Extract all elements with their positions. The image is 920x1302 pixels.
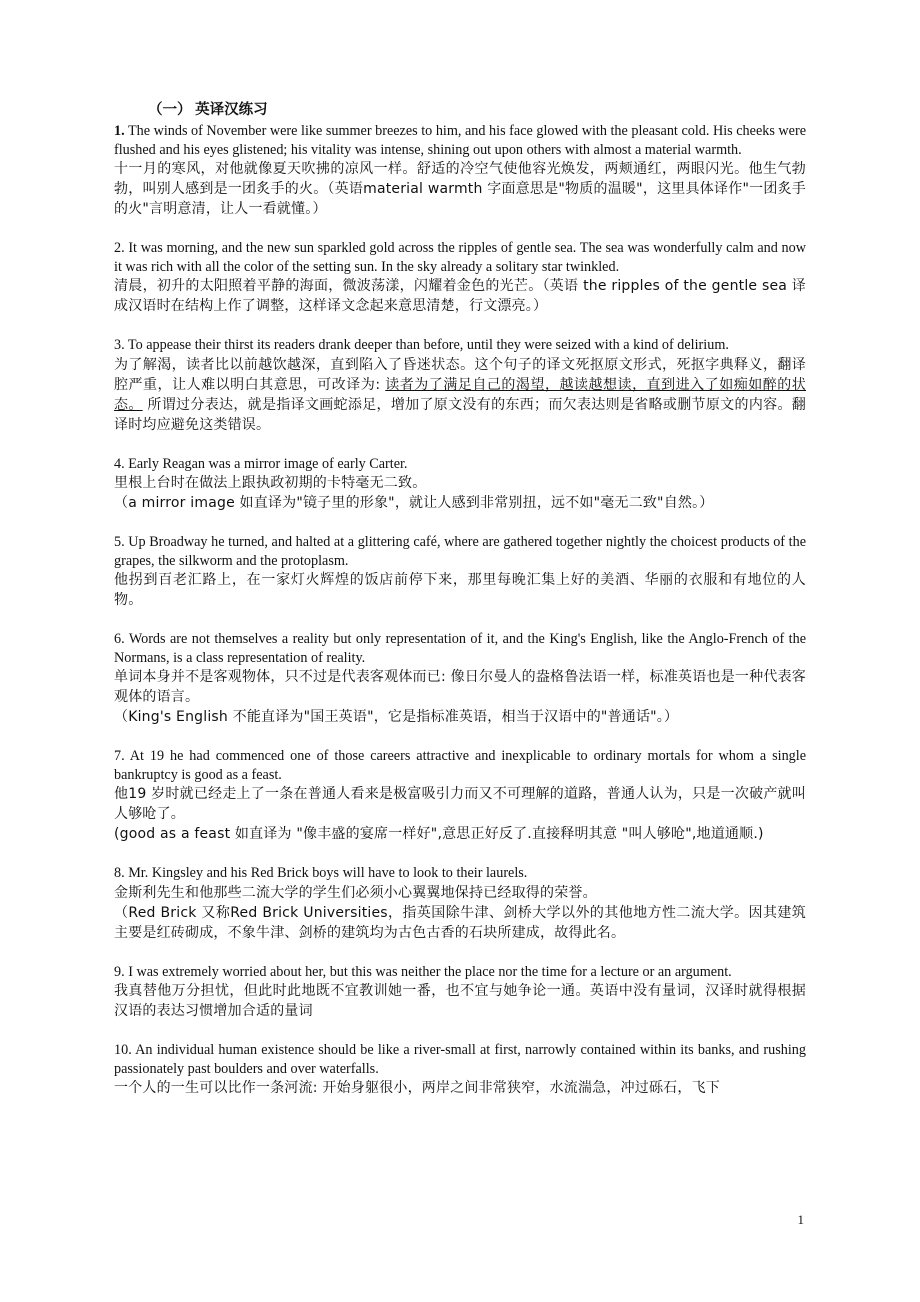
exercise-item-8 <box>114 864 806 943</box>
item-number: 9. <box>114 963 125 980</box>
exercise-item-2 <box>114 239 806 316</box>
document-page <box>114 100 806 1118</box>
section-heading: （一） 英译汉练习 <box>148 102 268 118</box>
english-sentence: 5. Up Broadway he turned, and halted at a glittering café, where are gathered together nightly the choicest products of the grapes, the silkworm and the protoplasm. <box>114 534 806 569</box>
chinese-translation: 金斯利先生和他那些二流大学的学生们必须小心翼翼地保持已经取得的荣誉。 <box>114 884 597 901</box>
translation-note: （Red Brick 又称Red Brick Universities，指英国除牛津、剑桥大学以外的其他地方性二流大学。因其建筑主要是红砖砌成，不象牛津、剑桥的建筑均为古色古香的石块所建成，故得此名。 <box>114 904 806 941</box>
chinese-translation: 为了解渴，读者比以前越饮越深，直到陷入了昏迷状态。这个句子的译文死抠原文形式，死抠字典释义，翻译腔严重，让人难以明白其意思，可改译为: 读者为了满足自己的渴望，越读越想读，直到进入了如痴如醉的状态。 所谓过分表达，就是指译文画蛇添足，增加了原文没有的东西；而欠表达则是省略或删节原文的内容。翻译时均应避免这类错误。 <box>114 356 806 433</box>
translation-note: （King's English 不能直译为"国王英语"，它是指标准英语，相当于汉语中的"普通话"。） <box>114 709 679 725</box>
chinese-translation: 十一月的寒风，对他就像夏天吹拂的凉风一样。舒适的冷空气使他容光焕发，两颊通红，两眼闪光。他生气勃勃，叫别人感到是一团炙手的火。（英语material warmth 字面意思是"物质的温暖"，这里具体译作"一团炙手的火"言明意清，让人一看就懂。） <box>114 161 806 217</box>
english-sentence: 4. Early Reagan was a mirror image of early Carter. <box>114 455 408 472</box>
item-number: 3. <box>114 337 125 353</box>
english-sentence: 3. To appease their thirst its readers drank deeper than before, until they were seized with a kind of delirium. <box>114 337 729 353</box>
english-sentence: 8. Mr. Kingsley and his Red Brick boys will have to look to their laurels. <box>114 865 528 881</box>
english-sentence: 9. I was extremely worried about her, but this was neither the place nor the time for a lecture or an argument. <box>114 963 732 980</box>
chinese-translation: 他19 岁时就已经走上了一条在普通人看来是极富吸引力而又不可理解的道路，普通人认为，只是一次破产就叫人够呛了。 <box>114 786 806 822</box>
english-sentence: 2. It was morning, and the new sun sparkled gold across the ripples of gentle sea. The sea was wonderfully calm and now it was rich with all the color of the setting sun. In the sky already a solitary star twinkled. <box>114 240 806 275</box>
chinese-translation: 清晨，初升的太阳照着平静的海面，微波荡漾，闪耀着金色的光芒。（英语 the ripples of the gentle sea 译成汉语时在结构上作了调整，这样译文念起来意思清楚，行文漂亮。） <box>114 278 806 314</box>
item-number: 8. <box>114 865 125 881</box>
exercise-item-6 <box>114 630 806 727</box>
exercise-item-4 <box>114 455 806 514</box>
chinese-translation: 一个人的一生可以比作一条河流: 开始身躯很小，两岸之间非常狭窄，水流湍急，冲过砾石，飞下 <box>114 1080 720 1096</box>
english-sentence: 6. Words are not themselves a reality but only representation of it, and the King's English, like the Anglo-French of the Normans, is a class representation of reality. <box>114 631 806 666</box>
exercise-item-10 <box>114 1041 806 1098</box>
english-sentence: 1. The winds of November were like summer breezes to him, and his face glowed with the pleasant cold. His cheeks were flushed and his eyes glistened; his vitality was intense, shining out upon others with almost a material warmth. <box>114 123 806 158</box>
item-number: 1. <box>114 123 125 139</box>
exercise-item-7 <box>114 747 806 844</box>
item-number: 2. <box>114 240 125 256</box>
page-number: 1 <box>797 1212 804 1227</box>
translation-note: (good as a feast 如直译为 "像丰盛的宴席一样好",意思正好反了.直接释明其意 "叫人够呛",地道通顺.) <box>114 826 764 842</box>
english-sentence: 10. An individual human existence should be like a river-small at first, narrowly contained within its banks, and rushing passionately past boulders and over waterfalls. <box>114 1042 806 1077</box>
improved-translation: 读者为了满足自己的渴望，越读越想读，直到进入了如痴如醉的状态。 <box>114 376 806 413</box>
english-sentence: 7. At 19 he had commenced one of those careers attractive and inexplicable to ordinary mortals for whom a single bankruptcy is good as a feast. <box>114 748 806 783</box>
chinese-translation: 他拐到百老汇路上，在一家灯火辉煌的饭店前停下来，那里每晚汇集上好的美酒、华丽的衣服和有地位的人物。 <box>114 572 806 608</box>
item-number: 10. <box>114 1042 132 1058</box>
exercise-item-3 <box>114 336 806 435</box>
item-number: 6. <box>114 631 125 647</box>
chinese-translation: 我真替他万分担忧，但此时此地既不宜教训她一番，也不宜与她争论一通。英语中没有量词，汉译时就得根据汉语的表达习惯增加合适的量词 <box>114 983 806 1019</box>
exercise-item-1 <box>114 122 806 219</box>
exercise-item-9 <box>114 963 806 1022</box>
chinese-translation: 单词本身并不是客观物体，只不过是代表客观体而已: 像日尔曼人的盎格鲁法语一样，标准英语也是一种代表客观体的语言。 <box>114 669 806 705</box>
translation-note: （a mirror image 如直译为"镜子里的形象"，就让人感到非常别扭，远不如"毫无二致"自然。） <box>114 495 714 511</box>
item-number: 5. <box>114 534 125 550</box>
exercise-item-5 <box>114 533 806 610</box>
item-number: 7. <box>114 748 125 764</box>
item-number: 4. <box>114 455 125 472</box>
chinese-translation: 里根上台时在做法上跟执政初期的卡特毫无二致。 <box>114 475 427 491</box>
